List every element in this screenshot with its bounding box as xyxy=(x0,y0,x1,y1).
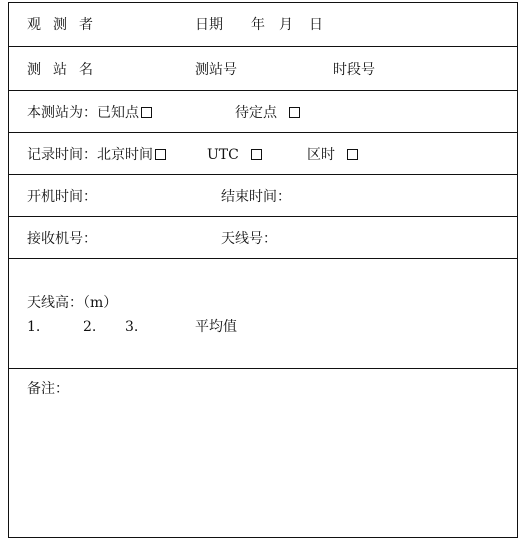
antenna-no-label: 天线号： xyxy=(221,231,277,247)
remarks-label: 备注： xyxy=(27,381,69,397)
pending-point-option xyxy=(235,105,300,121)
row-station xyxy=(9,47,517,91)
receiver-no-label: 接收机号： xyxy=(27,231,97,247)
row-start-end xyxy=(9,175,517,217)
beijing-time-option xyxy=(27,147,166,163)
measurement-3-label: 3. xyxy=(125,319,139,335)
known-point-checkbox[interactable] xyxy=(141,107,152,118)
observation-record-form xyxy=(8,2,518,538)
pending-label: 待定点 xyxy=(235,105,277,121)
zone-label: 区时 xyxy=(307,147,335,163)
station-type-label: 本测站为：已知点 xyxy=(27,105,139,121)
zone-time-checkbox[interactable] xyxy=(347,149,358,160)
month-label: 月 xyxy=(279,17,293,33)
utc-label: UTC xyxy=(207,147,239,163)
beijing-time-checkbox[interactable] xyxy=(155,149,166,160)
date-label: 日期 xyxy=(195,17,223,33)
start-time-label: 开机时间： xyxy=(27,189,97,205)
row-station-type xyxy=(9,91,517,133)
end-time-label: 结束时间： xyxy=(221,189,291,205)
period-no-label: 时段号 xyxy=(333,62,375,78)
station-no-label: 测站号 xyxy=(195,62,237,78)
antenna-height-label: 天线高：（m） xyxy=(27,295,118,311)
record-time-label: 记录时间：北京时间 xyxy=(27,147,153,163)
row-antenna-height xyxy=(9,259,517,369)
utc-checkbox[interactable] xyxy=(251,149,262,160)
zone-time-option xyxy=(307,147,358,163)
known-point-option xyxy=(27,105,152,121)
row-remarks xyxy=(9,369,517,537)
station-name-label: 测站名 xyxy=(27,62,105,78)
utc-option xyxy=(207,147,262,163)
row-observer-date xyxy=(9,3,517,47)
pending-point-checkbox[interactable] xyxy=(289,107,300,118)
measurement-1-label: 1. xyxy=(27,319,41,335)
row-receiver xyxy=(9,217,517,259)
measurement-2-label: 2. xyxy=(83,319,97,335)
observer-label: 观测者 xyxy=(27,17,105,33)
day-label: 日 xyxy=(309,17,323,33)
row-record-time xyxy=(9,133,517,175)
average-label: 平均值 xyxy=(195,319,237,335)
year-label: 年 xyxy=(251,17,265,33)
